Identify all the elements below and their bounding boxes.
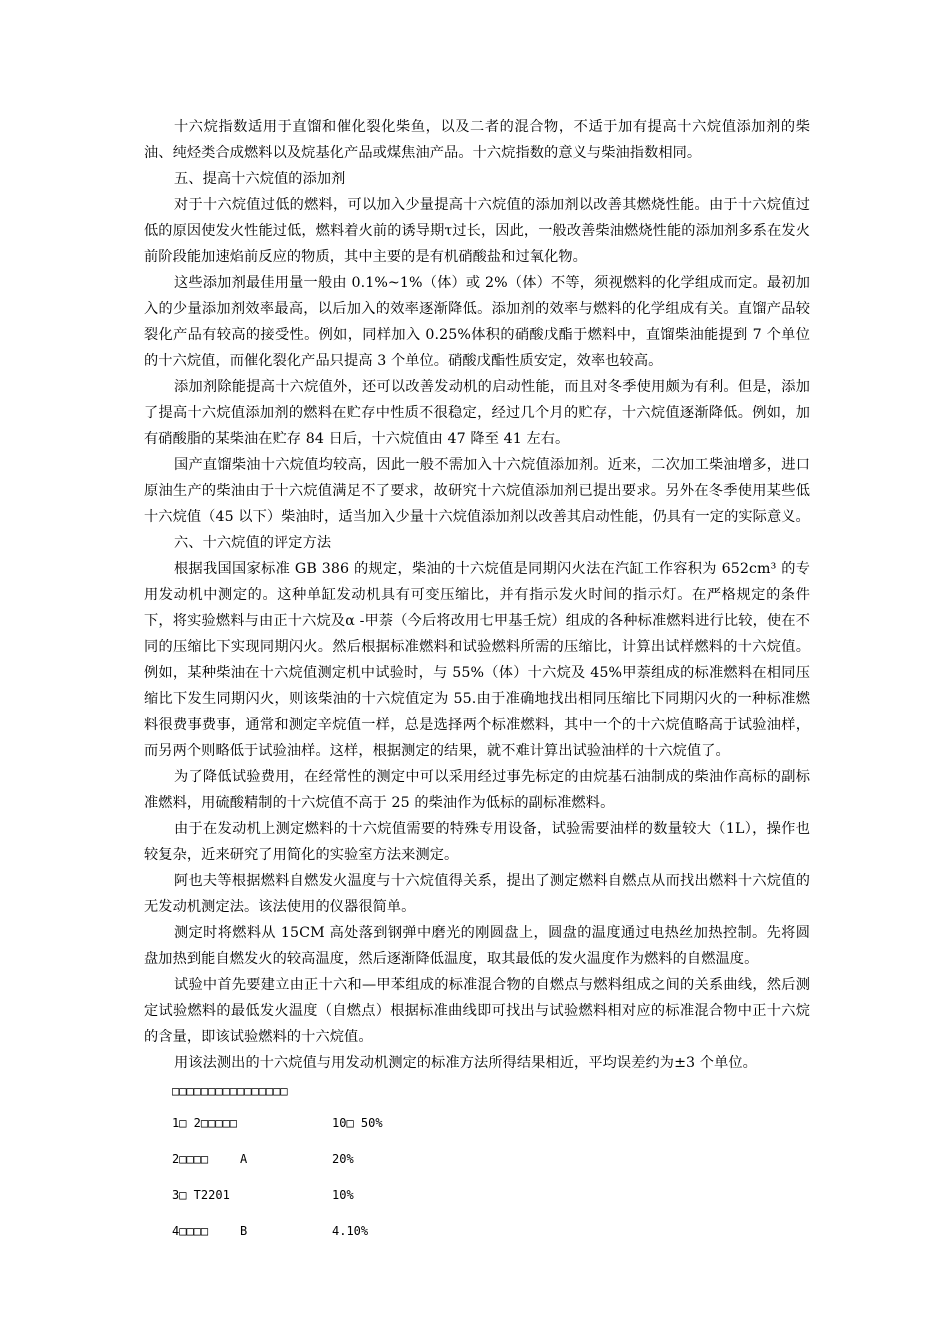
table-row bbox=[172, 1109, 592, 1137]
body-paragraph: 用该法测出的十六烷值与用发动机测定的标准方法所得结果相近，平均误差约为±3 个单位。 bbox=[174, 1055, 757, 1071]
table-row bbox=[172, 1217, 592, 1245]
table-title: □□□□□□□□□□□□□□□□ bbox=[172, 1084, 288, 1098]
body-paragraph: 这些添加剂最佳用量一般由 0.1%~1%（体）或 2%（体）不等，须视燃料的化学组成而定。最初加入的少量添加剂效率最高，以后加入的效率逐渐降低。添加剂的效率与燃料的化学组成有关。直馏产品较裂化产品有较高的接受性。例如，同样加入 0.25%体积的硝酸戊酯于燃料中，直馏柴油能提到 7 个单位的十六烷值，而催化裂化产品只提高 3 个单位。硝酸戊酯性质安定，效率也较高。 bbox=[144, 275, 810, 369]
table-cell: 1□ 2□□□□□ bbox=[172, 1116, 238, 1130]
table-cell: 3□ T2201 bbox=[172, 1188, 230, 1202]
table-cell: A bbox=[240, 1152, 248, 1166]
body-paragraph: 添加剂除能提高十六烷值外，还可以改善发动机的启动性能，而且对冬季使用颇为有利。但是，添加了提高十六烷值添加剂的燃料在贮存中性质不很稳定，经过几个月的贮存，十六烷值逐渐降低。例如，加有硝酸脂的某柴油在贮存 84 日后，十六烷值由 47 降至 41 左右。 bbox=[144, 379, 810, 447]
body-paragraph: 测定时将燃料从 15CM 高处落到钢弹中磨光的刚圆盘上，圆盘的温度通过电热丝加热控制。先将圆盘加热到能自燃发火的较高温度，然后逐渐降低温度，取其最低的发火温度作为燃料的自燃温度。 bbox=[144, 925, 810, 967]
body-paragraph: 为了降低试验费用，在经常性的测定中可以采用经过事先标定的由烷基石油制成的柴油作高标的副标准燃料，用硫酸精制的十六烷值不高于 25 的柴油作为低标的副标准燃料。 bbox=[144, 769, 810, 811]
document-body bbox=[144, 114, 810, 1076]
table-row bbox=[172, 1181, 592, 1209]
body-paragraph: 由于在发动机上测定燃料的十六烷值需要的特殊专用设备，试验需要油样的数量较大（1L），操作也较复杂，近来研究了用简化的实验室方法来测定。 bbox=[144, 821, 810, 863]
body-paragraph: 阿也夫等根据燃料自燃发火温度与十六烷值得关系，提出了测定燃料自燃点从而找出燃料十六烷值的无发动机测定法。该法使用的仪器很简单。 bbox=[144, 873, 810, 915]
table-cell: 2□□□□ bbox=[172, 1152, 209, 1166]
table-cell: 10% bbox=[332, 1188, 354, 1202]
formula-table bbox=[172, 1081, 592, 1245]
table-cell: B bbox=[240, 1224, 248, 1238]
section-heading: 五、提高十六烷值的添加剂 bbox=[174, 171, 346, 187]
section-heading: 六、十六烷值的评定方法 bbox=[174, 535, 332, 551]
table-cell: 10□ 50% bbox=[332, 1116, 383, 1130]
table-row bbox=[172, 1145, 592, 1173]
body-paragraph: 根据我国国家标准 GB 386 的规定，柴油的十六烷值是同期闪火法在汽缸工作容积为 652cm³ 的专用发动机中测定的。这种单缸发动机具有可变压缩比，并有指示发火时间的指示灯。在严格规定的条件下，将实验燃料与由正十六烷及α -甲萘（今后将改用七甲基壬烷）组成的各种标准燃料进行比较，使在不同的压缩比下实现同期闪火。然后根据标准燃料和试验燃料所需的压缩比，计算出试样燃料的十六烷值。例如，某种柴油在十六烷值测定机中试验时，与 55%（体）十六烷及 45%甲萘组成的标准燃料在相同压缩比下发生同期闪火，则该柴油的十六烷值定为 55.由于准确地找出相同压缩比下同期闪火的一种标准燃料很费事费事，通常和测定辛烷值一样，总是选择两个标准燃料，其中一个的十六烷值略高于试验油样，而另两个则略低于试验油样。这样，根据测定的结果，就不难计算出试验油样的十六烷值了。 bbox=[144, 561, 810, 759]
body-paragraph: 十六烷指数适用于直馏和催化裂化柴鱼，以及二者的混合物，不适于加有提高十六烷值添加剂的柴油、纯烃类合成燃料以及烷基化产品或煤焦油产品。十六烷指数的意义与柴油指数相同。 bbox=[144, 119, 810, 161]
table-cell: 4.10% bbox=[332, 1224, 369, 1238]
table-cell: 4□□□□ bbox=[172, 1224, 209, 1238]
body-paragraph: 对于十六烷值过低的燃料，可以加入少量提高十六烷值的添加剂以改善其燃烧性能。由于十六烷值过低的原因使发火性能过低，燃料着火前的诱导期τ过长，因此，一般改善柴油燃烧性能的添加剂多系在发火前阶段能加速焰前反应的物质，其中主要的是有机硝酸盐和过氧化物。 bbox=[144, 197, 810, 265]
body-paragraph: 试验中首先要建立由正十六和—甲苯组成的标准混合物的自燃点与燃料组成之间的关系曲线，然后测定试验燃料的最低发火温度（自燃点）根据标准曲线即可找出与试验燃料相对应的标准混合物中正十六烷的含量，即该试验燃料的十六烷值。 bbox=[144, 977, 810, 1045]
table-cell: 20% bbox=[332, 1152, 354, 1166]
body-paragraph: 国产直馏柴油十六烷值均较高，因此一般不需加入十六烷值添加剂。近来，二次加工柴油增多，进口原油生产的柴油由于十六烷值满足不了要求，故研究十六烷值添加剂已提出要求。另外在冬季使用某些低十六烷值（45 以下）柴油时，适当加入少量十六烷值添加剂以改善其启动性能，仍具有一定的实际意义。 bbox=[144, 457, 810, 525]
